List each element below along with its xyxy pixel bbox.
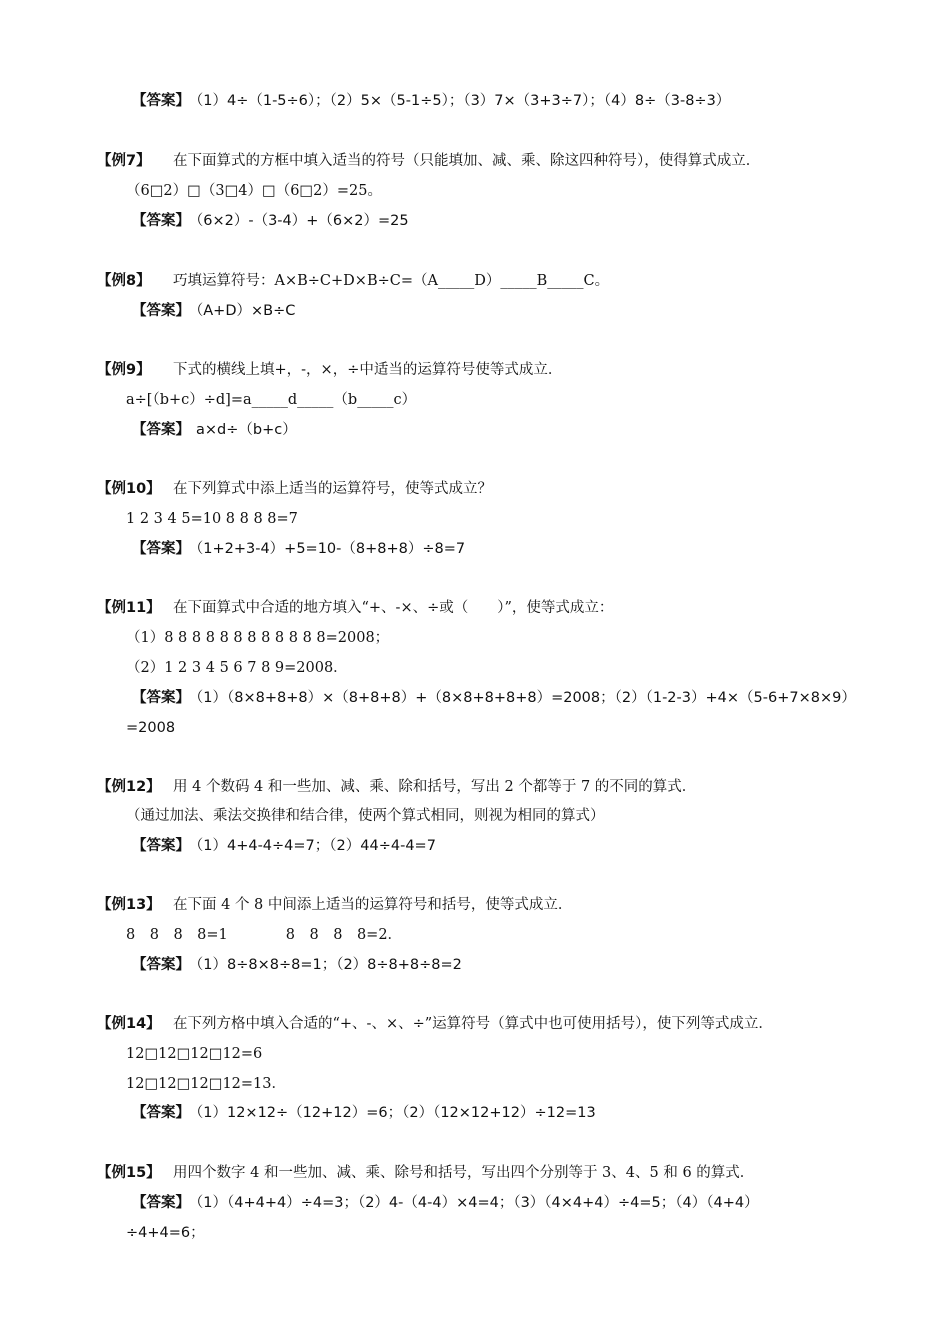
answer-text: （1）（4+4+4）÷4=3；（2）4-（4-4）×4=4；（3）（4×4+4）÷4=5；（4）（4+4） (196, 1195, 759, 1211)
example-7-question (97, 151, 760, 171)
example-label: 【例12】 (97, 779, 161, 795)
answer-text: （1）（8×8+8+8）×（8+8+8）+（8×8+8+8+8）=2008；（2）（1-2-3）+4×（5-6+7×8×9） (196, 690, 856, 706)
example-13-answer (132, 955, 462, 975)
example-14-line-2: 12□12□12□12=13． (126, 1076, 287, 1092)
answer-text: （1）12×12÷（12+12）=6；（2）（12×12+12）÷12=13 (196, 1105, 596, 1121)
example-14-line-1: 12□12□12□12=6 (126, 1046, 263, 1062)
answer-label: 【答案】 (132, 422, 190, 438)
answer-label: 【答案】 (132, 93, 190, 109)
answer-text: （6×2）-（3-4）+（6×2）=25 (196, 213, 409, 229)
example-8-answer (132, 301, 295, 321)
example-8-question (97, 271, 609, 291)
example-label: 【例8】 (97, 273, 151, 289)
example-11-line-1: （1）8 8 8 8 8 8 8 8 8 8 8 8=2008； (126, 630, 390, 646)
example-13-question (97, 895, 572, 915)
question-text: 在下面 4 个 8 中间添上适当的运算符号和括号，使等式成立． (173, 897, 573, 913)
answer-text: （1）4+4-4÷4=7；（2）44÷4-4=7 (196, 838, 436, 854)
answer-text: （1）4÷（1-5÷6）；（2）5×（5-1÷5）；（3）7×（3+3÷7）；（4）8÷（3-8÷3） (196, 93, 731, 109)
answer-line (132, 91, 730, 111)
example-11-line-2: （2）1 2 3 4 5 6 7 8 9=2008． (126, 660, 348, 676)
example-label: 【例13】 (97, 897, 161, 913)
example-label: 【例7】 (97, 153, 151, 169)
example-12-line-1: （通过加法、乘法交换律和结合律，使两个算式相同，则视为相同的算式） (126, 808, 605, 824)
answer-label: 【答案】 (132, 690, 190, 706)
example-9-line-1: a÷[（b+c）÷d]=a_____d_____（b_____c） (126, 392, 417, 408)
example-12-answer (132, 836, 436, 856)
answer-text: a×d÷（b+c） (196, 422, 297, 438)
example-15-question (97, 1163, 754, 1183)
answer-label: 【答案】 (132, 838, 190, 854)
question-text: 用四个数字 4 和一些加、减、乘、除号和括号，写出四个分别等于 3、4、5 和 6 的算式． (173, 1165, 755, 1181)
question-text: 在下面算式中合适的地方填入“+、-×、÷或（ ）”，使等式成立： (173, 600, 614, 616)
question-text: 下式的横线上填+，-，×，÷中适当的运算符号使等式成立． (173, 362, 563, 378)
example-label: 【例9】 (97, 362, 151, 378)
question-text: 在下列算式中添上适当的运算符号，使等式成立？ (173, 481, 492, 497)
example-15-answer-cont: ÷4+4=6； (126, 1225, 205, 1241)
example-11-question (97, 598, 613, 618)
answer-label: 【答案】 (132, 957, 190, 973)
example-label: 【例11】 (97, 600, 161, 616)
question-text: 在下面算式的方框中填入适当的符号（只能填加、减、乘、除这四种符号），使得算式成立． (173, 153, 761, 169)
question-text: 巧填运算符号：A×B÷C+D×B÷C=（A_____D）_____B_____C。 (173, 273, 610, 289)
example-13-line-1: 8 8 8 8=1 8 8 8 8=2． (126, 927, 403, 943)
answer-text: （1+2+3-4）+5=10-（8+8+8）÷8=7 (196, 541, 466, 557)
example-12-question (97, 777, 696, 797)
example-10-answer (132, 539, 465, 559)
example-15-answer (132, 1193, 759, 1213)
example-label: 【例14】 (97, 1016, 161, 1032)
example-10-question (97, 479, 492, 499)
example-9-question (97, 360, 562, 380)
question-text: 在下列方格中填入合适的“+、-、×、÷”运算符号（算式中也可使用括号），使下列等式成立． (173, 1016, 773, 1032)
example-11-answer (132, 688, 856, 708)
example-label: 【例15】 (97, 1165, 161, 1181)
example-9-answer (132, 420, 297, 440)
answer-label: 【答案】 (132, 213, 190, 229)
answer-label: 【答案】 (132, 1195, 190, 1211)
example-label: 【例10】 (97, 481, 161, 497)
question-text: 用 4 个数码 4 和一些加、减、乘、除和括号，写出 2 个都等于 7 的不同的算式． (173, 779, 697, 795)
answer-text: （A+D）×B÷C (196, 303, 296, 319)
example-10-line-1: 1 2 3 4 5=10 8 8 8 8=7 (126, 511, 298, 527)
answer-label: 【答案】 (132, 541, 190, 557)
answer-text: （1）8÷8×8÷8=1；（2）8÷8+8÷8=2 (196, 957, 462, 973)
answer-label: 【答案】 (132, 303, 190, 319)
example-14-question (97, 1014, 773, 1034)
example-14-answer (132, 1103, 596, 1123)
example-7-answer (132, 211, 409, 231)
answer-label: 【答案】 (132, 1105, 190, 1121)
example-11-answer-cont: =2008 (126, 720, 176, 736)
example-7-line-1: （6□2）□（3□4）□（6□2）=25。 (126, 183, 382, 199)
